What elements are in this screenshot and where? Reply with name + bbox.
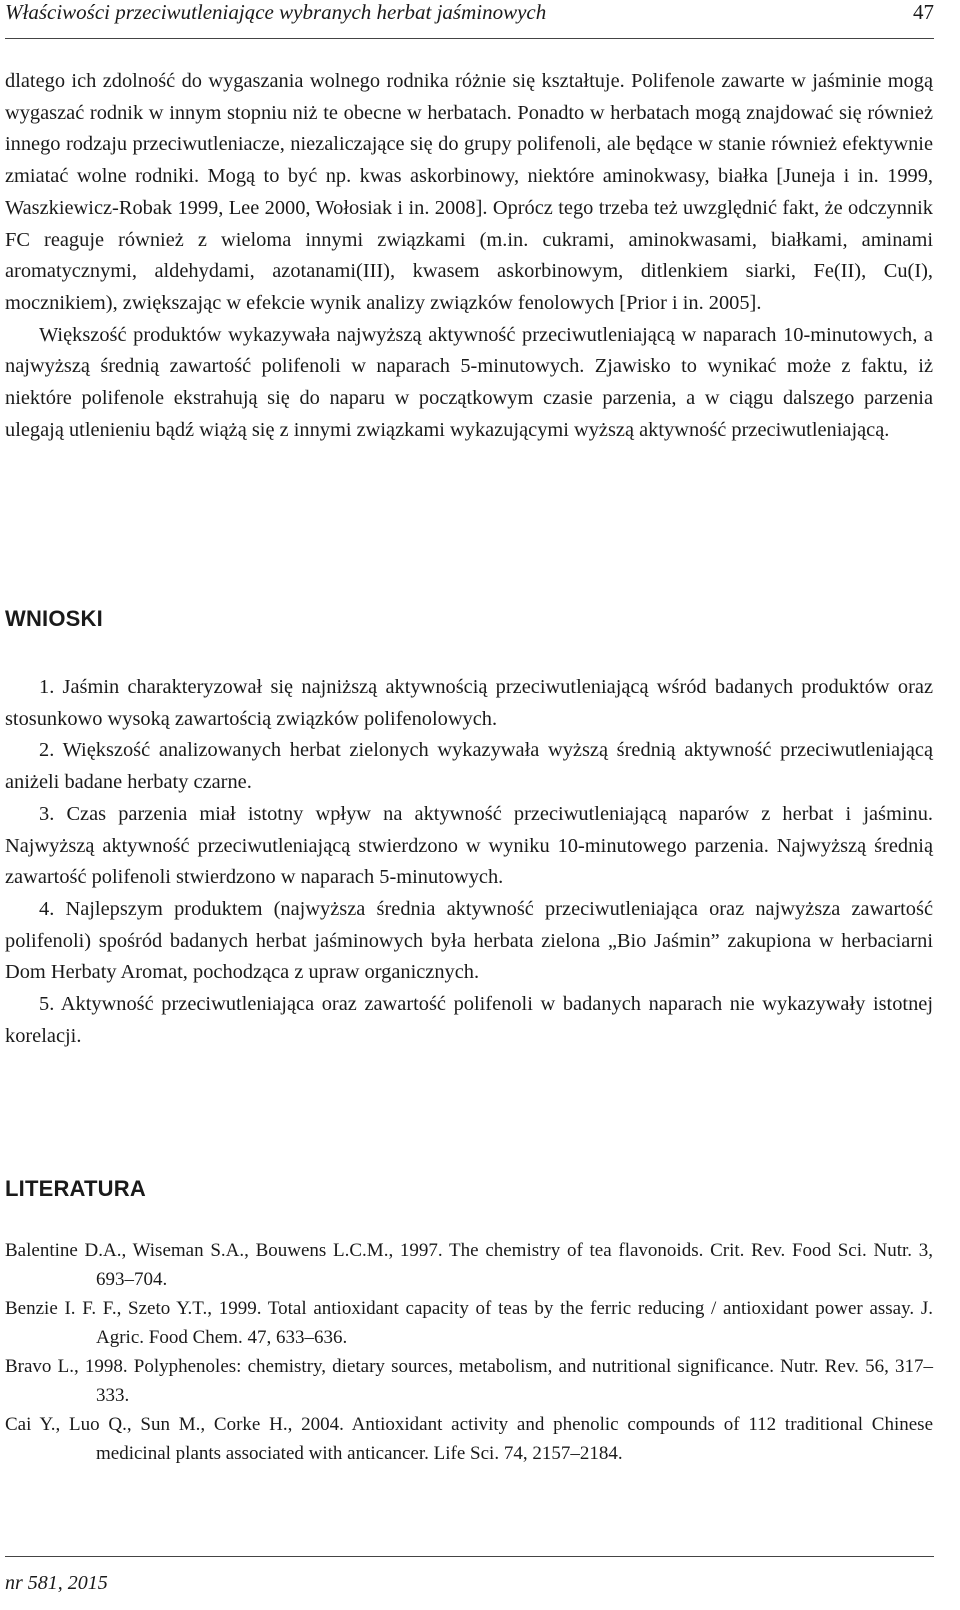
conclusion-item: 4. Najlepszym produktem (najwyższa średnia aktywność przeciwutleniająca oraz najwyższa zawartość polifenoli) spośród badanych herbat jaśminowych była herbata zielona „Bio Jaśmin” zakupiona w herbaciarni Dom Herbaty Aromat, pochodząca z upraw organicznych. bbox=[5, 897, 933, 984]
conclusions-heading: WNIOSKI bbox=[5, 606, 103, 631]
page-number: 47 bbox=[913, 0, 934, 24]
body-text bbox=[5, 66, 933, 446]
conclusion-item: 5. Aktywność przeciwutleniająca oraz zawartość polifenoli w badanych naparach nie wykazywały istotnej korelacji. bbox=[5, 993, 933, 1047]
body-paragraph: dlatego ich zdolność do wygaszania wolnego rodnika różnie się kształtuje. Polifenole zawarte w jaśminie mogą wygaszać rodnik w innym stopniu niż te obecne w herbatach. Ponadto w herbatach mogą znajdować się również innego rodzaju przeciwutleniacze, niezaliczające się do grupy polifenoli, ale będące w stanie również efektywnie zmiatać wolne rodniki. Mogą to być np. kwas askorbinowy, niektóre aminokwasy, białka [Juneja i in. 1999, Waszkiewicz-Robak 1999, Lee 2000, Wołosiak i in. 2008]. Oprócz tego trzeba też uwzględnić fakt, że odczynnik FC reaguje również z wieloma innymi związkami (m.in. cukrami, aminokwasami, białkami, aminami aromatycznymi, aldehydami, azotanami(III), kwasem askorbinowym, ditlenkiem siarki, Fe(II), Cu(I), mocznikiem), zwiększając w efekcie wynik analizy związków fenolowych [Prior i in. 2005]. bbox=[5, 70, 933, 314]
footer-divider bbox=[5, 1556, 934, 1557]
reference-item: Bravo L., 1998. Polyphenoles: chemistry, dietary sources, metabolism, and nutritional significance. Nutr. Rev. 56, 317–333. bbox=[5, 1356, 933, 1406]
conclusion-item: 1. Jaśmin charakteryzował się najniższą aktywnością przeciwutleniającą wśród badanych produktów oraz stosunkowo wysoką zawartością związków polifenolowych. bbox=[5, 676, 933, 730]
conclusion-item: 3. Czas parzenia miał istotny wpływ na aktywność przeciwutleniającą naparów z herbat i jaśminu. Najwyższą aktywność przeciwutleniającą stwierdzono w wyniku 10-minutowego parzenia. Najwyższą średnią zawartość polifenoli stwierdzono w naparach 5-minutowych. bbox=[5, 802, 933, 889]
running-header-title: Właściwości przeciwutleniające wybranych herbat jaśminowych bbox=[5, 0, 547, 24]
body-paragraph: Większość produktów wykazywała najwyższą aktywność przeciwutleniającą w naparach 10-minutowych, a najwyższą średnią zawartość polifenoli w naparach 5-minutowych. Zjawisko to wynikać może z faktu, iż niektóre polifenole ekstrahują się do naparu w początkowym czasie parzenia, a w ciągu dalszego parzenia ulegają utlenieniu bądź wiążą się z innymi związkami wykazującymi wyższą aktywność przeciwutleniającą. bbox=[5, 323, 933, 441]
reference-item: Benzie I. F. F., Szeto Y.T., 1999. Total antioxidant capacity of teas by the ferric reducing / antioxidant power assay. J. Agric. Food Chem. 47, 633–636. bbox=[5, 1298, 933, 1348]
references-heading: LITERATURA bbox=[5, 1176, 146, 1201]
references-list bbox=[5, 1236, 933, 1468]
reference-item: Balentine D.A., Wiseman S.A., Bouwens L.C.M., 1997. The chemistry of tea flavonoids. Crit. Rev. Food Sci. Nutr. 3, 693–704. bbox=[5, 1240, 933, 1290]
header-divider bbox=[5, 38, 934, 39]
conclusion-item: 2. Większość analizowanych herbat zielonych wykazywała wyższą średnią aktywność przeciwutleniającą aniżeli badane herbaty czarne. bbox=[5, 739, 933, 794]
conclusions-list bbox=[5, 672, 933, 1052]
reference-item: Cai Y., Luo Q., Sun M., Corke H., 2004. Antioxidant activity and phenolic compounds of 112 traditional Chinese medicinal plants associated with anticancer. Life Sci. 74, 2157–2184. bbox=[5, 1414, 933, 1464]
footer-issue: nr 581, 2015 bbox=[5, 1572, 108, 1594]
running-header bbox=[5, 0, 934, 30]
